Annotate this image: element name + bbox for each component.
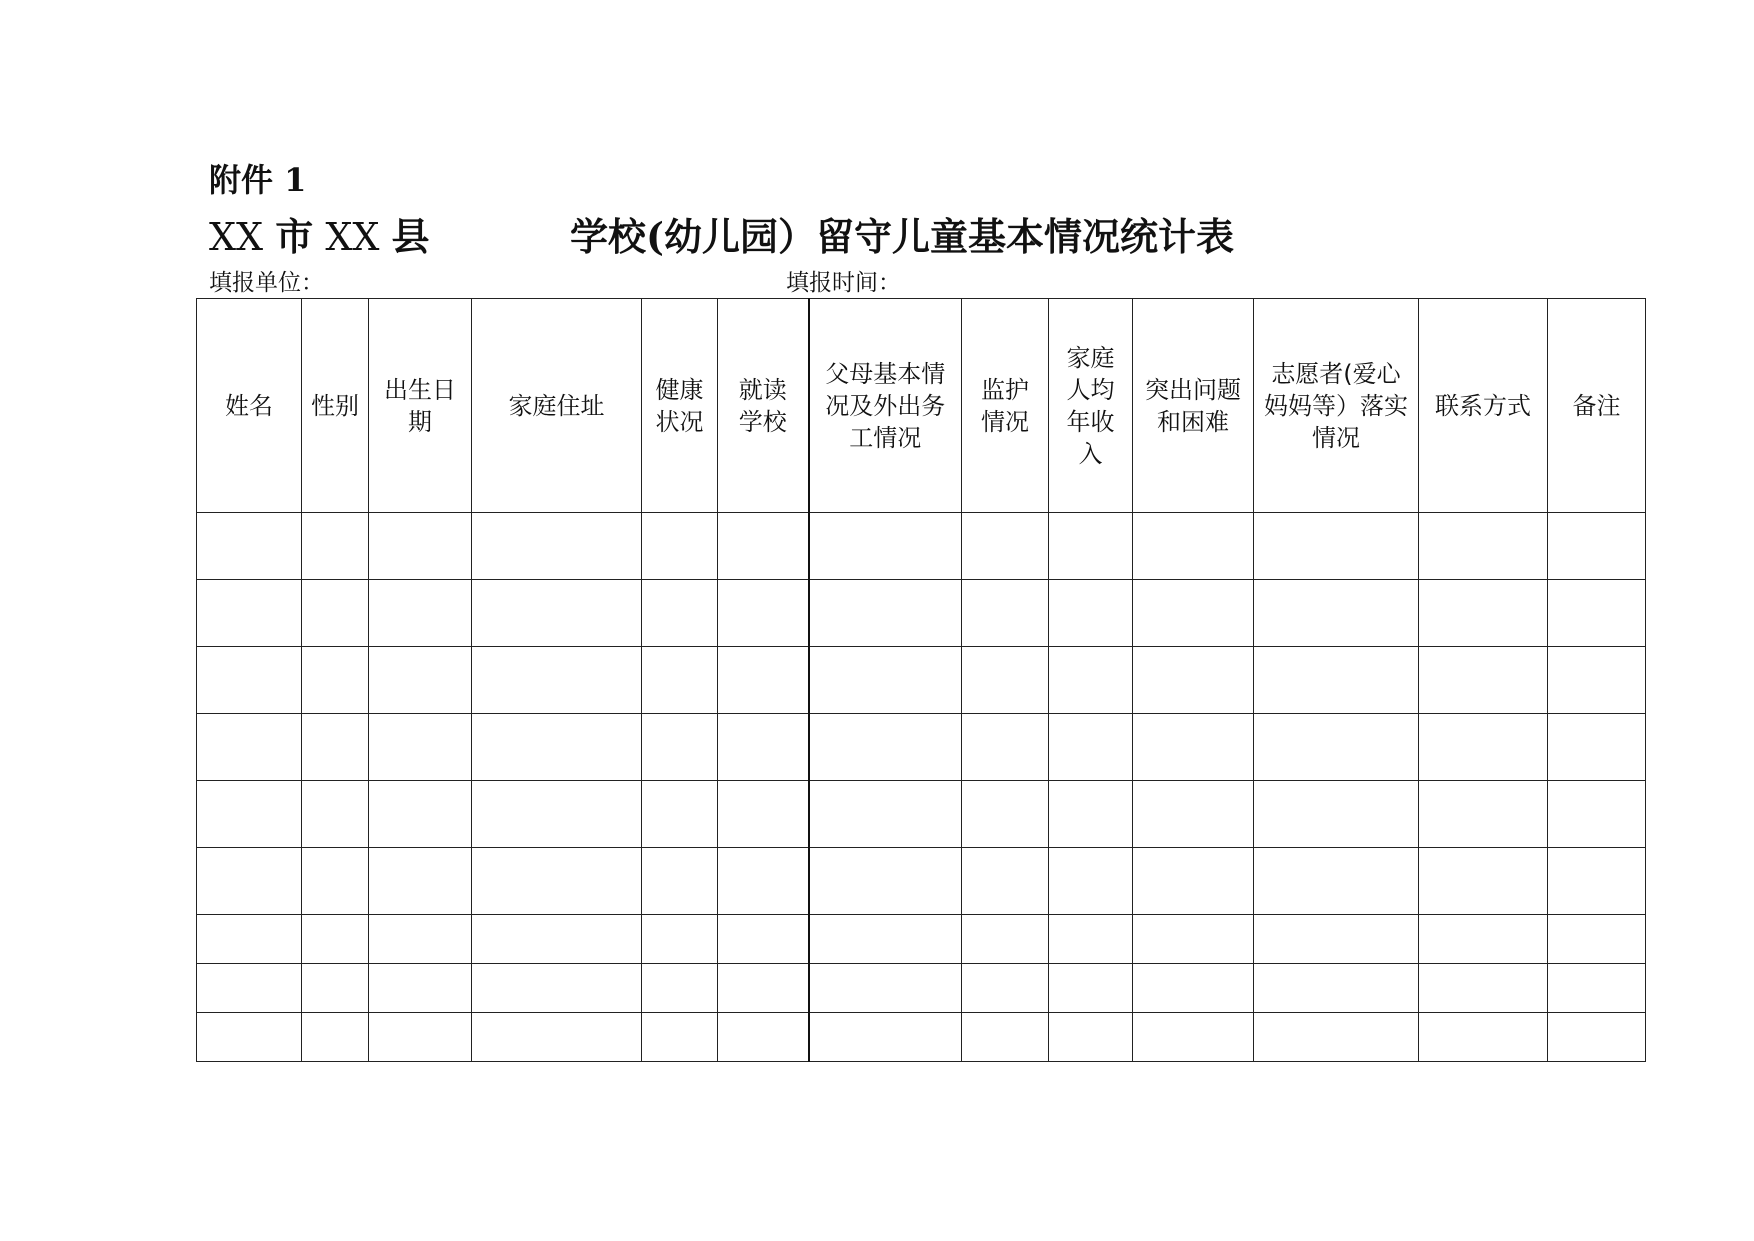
cell-contact[interactable]	[1419, 1013, 1548, 1062]
cell-school[interactable]	[718, 513, 809, 580]
cell-school[interactable]	[718, 848, 809, 915]
cell-problems[interactable]	[1133, 714, 1254, 781]
cell-household-income[interactable]	[1049, 1013, 1133, 1062]
cell-gender[interactable]	[302, 781, 369, 848]
cell-health-status[interactable]	[642, 714, 718, 781]
cell-problems[interactable]	[1133, 513, 1254, 580]
cell-parents-info[interactable]	[809, 580, 962, 647]
cell-guardianship[interactable]	[962, 781, 1049, 848]
cell-contact[interactable]	[1419, 580, 1548, 647]
cell-remarks[interactable]	[1548, 915, 1646, 964]
cell-school[interactable]	[718, 964, 809, 1013]
cell-remarks[interactable]	[1548, 781, 1646, 848]
cell-volunteer[interactable]	[1254, 513, 1419, 580]
cell-volunteer[interactable]	[1254, 714, 1419, 781]
cell-problems[interactable]	[1133, 915, 1254, 964]
cell-school[interactable]	[718, 714, 809, 781]
cell-school[interactable]	[718, 781, 809, 848]
cell-remarks[interactable]	[1548, 964, 1646, 1013]
header-gender: 性别	[302, 299, 369, 513]
cell-remarks[interactable]	[1548, 580, 1646, 647]
cell-birth-date[interactable]	[369, 580, 472, 647]
cell-volunteer[interactable]	[1254, 647, 1419, 714]
cell-home-address[interactable]	[472, 580, 642, 647]
cell-home-address[interactable]	[472, 964, 642, 1013]
cell-contact[interactable]	[1419, 915, 1548, 964]
header-school: 就读学校	[718, 299, 809, 513]
cell-household-income[interactable]	[1049, 848, 1133, 915]
cell-health-status[interactable]	[642, 915, 718, 964]
header-parents-info: 父母基本情况及外出务工情况	[809, 299, 962, 513]
table-body	[197, 513, 1646, 1062]
cell-gender[interactable]	[302, 964, 369, 1013]
cell-home-address[interactable]	[472, 714, 642, 781]
cell-birth-date[interactable]	[369, 513, 472, 580]
cell-guardianship[interactable]	[962, 714, 1049, 781]
cell-household-income[interactable]	[1049, 964, 1133, 1013]
cell-guardianship[interactable]	[962, 580, 1049, 647]
cell-remarks[interactable]	[1548, 647, 1646, 714]
header-guardianship: 监护情况	[962, 299, 1049, 513]
cell-gender[interactable]	[302, 513, 369, 580]
cell-health-status[interactable]	[642, 781, 718, 848]
cell-health-status[interactable]	[642, 964, 718, 1013]
cell-volunteer[interactable]	[1254, 964, 1419, 1013]
cell-remarks[interactable]	[1548, 714, 1646, 781]
cell-volunteer[interactable]	[1254, 848, 1419, 915]
cell-birth-date[interactable]	[369, 915, 472, 964]
header-name: 姓名	[197, 299, 302, 513]
cell-parents-info[interactable]	[809, 964, 962, 1013]
cell-gender[interactable]	[302, 1013, 369, 1062]
cell-home-address[interactable]	[472, 1013, 642, 1062]
cell-parents-info[interactable]	[809, 513, 962, 580]
cell-parents-info[interactable]	[809, 915, 962, 964]
header-birth-date: 出生日期	[369, 299, 472, 513]
table-row	[197, 714, 1646, 781]
header-health-status: 健康状况	[642, 299, 718, 513]
cell-name[interactable]	[197, 714, 302, 781]
cell-birth-date[interactable]	[369, 848, 472, 915]
cell-gender[interactable]	[302, 915, 369, 964]
cell-contact[interactable]	[1419, 513, 1548, 580]
header-volunteer: 志愿者(爱心妈妈等）落实情况	[1254, 299, 1419, 513]
fill-time-label: 填报时间：	[786, 270, 901, 296]
cell-school[interactable]	[718, 915, 809, 964]
cell-name[interactable]	[197, 781, 302, 848]
cell-gender[interactable]	[302, 714, 369, 781]
cell-volunteer[interactable]	[1254, 915, 1419, 964]
cell-birth-date[interactable]	[369, 964, 472, 1013]
cell-gender[interactable]	[302, 647, 369, 714]
cell-birth-date[interactable]	[369, 1013, 472, 1062]
cell-problems[interactable]	[1133, 964, 1254, 1013]
cell-school[interactable]	[718, 647, 809, 714]
fill-unit-label: 填报单位：	[209, 270, 324, 296]
table-header-row	[197, 299, 1646, 513]
cell-guardianship[interactable]	[962, 513, 1049, 580]
header-household-income: 家庭人均年收入	[1049, 299, 1133, 513]
cell-name[interactable]	[197, 848, 302, 915]
cell-contact[interactable]	[1419, 647, 1548, 714]
cell-home-address[interactable]	[472, 513, 642, 580]
cell-name[interactable]	[197, 915, 302, 964]
cell-problems[interactable]	[1133, 848, 1254, 915]
cell-volunteer[interactable]	[1254, 781, 1419, 848]
table-row	[197, 915, 1646, 964]
cell-school[interactable]	[718, 1013, 809, 1062]
cell-problems[interactable]	[1133, 1013, 1254, 1062]
table-row	[197, 964, 1646, 1013]
cell-household-income[interactable]	[1049, 714, 1133, 781]
header-contact: 联系方式	[1419, 299, 1548, 513]
cell-name[interactable]	[197, 580, 302, 647]
title-county-suffix: 县	[391, 214, 430, 259]
cell-contact[interactable]	[1419, 964, 1548, 1013]
statistics-table	[196, 298, 1646, 1062]
table-row	[197, 781, 1646, 848]
cell-school[interactable]	[718, 580, 809, 647]
cell-remarks[interactable]	[1548, 1013, 1646, 1062]
cell-household-income[interactable]	[1049, 915, 1133, 964]
cell-health-status[interactable]	[642, 513, 718, 580]
title-county: XX	[325, 215, 380, 259]
title-city-suffix: 市	[275, 214, 314, 259]
cell-health-status[interactable]	[642, 848, 718, 915]
page-title: 学校(幼儿园）留守儿童基本情况统计表	[570, 214, 1234, 259]
cell-birth-date[interactable]	[369, 647, 472, 714]
cell-name[interactable]	[197, 647, 302, 714]
title-region	[209, 214, 430, 260]
cell-guardianship[interactable]	[962, 647, 1049, 714]
cell-parents-info[interactable]	[809, 1013, 962, 1062]
cell-name[interactable]	[197, 964, 302, 1013]
header-problems: 突出问题和困难	[1133, 299, 1254, 513]
cell-household-income[interactable]	[1049, 781, 1133, 848]
cell-gender[interactable]	[302, 848, 369, 915]
cell-gender[interactable]	[302, 580, 369, 647]
cell-health-status[interactable]	[642, 647, 718, 714]
cell-household-income[interactable]	[1049, 580, 1133, 647]
cell-volunteer[interactable]	[1254, 580, 1419, 647]
table-row	[197, 848, 1646, 915]
cell-birth-date[interactable]	[369, 714, 472, 781]
cell-guardianship[interactable]	[962, 915, 1049, 964]
cell-home-address[interactable]	[472, 781, 642, 848]
cell-parents-info[interactable]	[809, 848, 962, 915]
cell-guardianship[interactable]	[962, 848, 1049, 915]
cell-name[interactable]	[197, 513, 302, 580]
cell-health-status[interactable]	[642, 1013, 718, 1062]
cell-problems[interactable]	[1133, 781, 1254, 848]
cell-volunteer[interactable]	[1254, 1013, 1419, 1062]
cell-contact[interactable]	[1419, 714, 1548, 781]
cell-contact[interactable]	[1419, 848, 1548, 915]
cell-remarks[interactable]	[1548, 513, 1646, 580]
table-row	[197, 513, 1646, 580]
header-remarks: 备注	[1548, 299, 1646, 513]
cell-guardianship[interactable]	[962, 964, 1049, 1013]
table-row	[197, 580, 1646, 647]
cell-birth-date[interactable]	[369, 781, 472, 848]
cell-parents-info[interactable]	[809, 647, 962, 714]
cell-parents-info[interactable]	[809, 714, 962, 781]
cell-home-address[interactable]	[472, 647, 642, 714]
title-city: XX	[209, 215, 264, 259]
cell-household-income[interactable]	[1049, 647, 1133, 714]
header-home-address: 家庭住址	[472, 299, 642, 513]
cell-guardianship[interactable]	[962, 1013, 1049, 1062]
cell-health-status[interactable]	[642, 580, 718, 647]
cell-parents-info[interactable]	[809, 781, 962, 848]
attachment-label: 附件 1	[209, 161, 307, 199]
cell-name[interactable]	[197, 1013, 302, 1062]
cell-problems[interactable]	[1133, 580, 1254, 647]
table-row	[197, 1013, 1646, 1062]
cell-remarks[interactable]	[1548, 848, 1646, 915]
cell-contact[interactable]	[1419, 781, 1548, 848]
cell-problems[interactable]	[1133, 647, 1254, 714]
cell-home-address[interactable]	[472, 848, 642, 915]
cell-household-income[interactable]	[1049, 513, 1133, 580]
table-row	[197, 647, 1646, 714]
cell-home-address[interactable]	[472, 915, 642, 964]
